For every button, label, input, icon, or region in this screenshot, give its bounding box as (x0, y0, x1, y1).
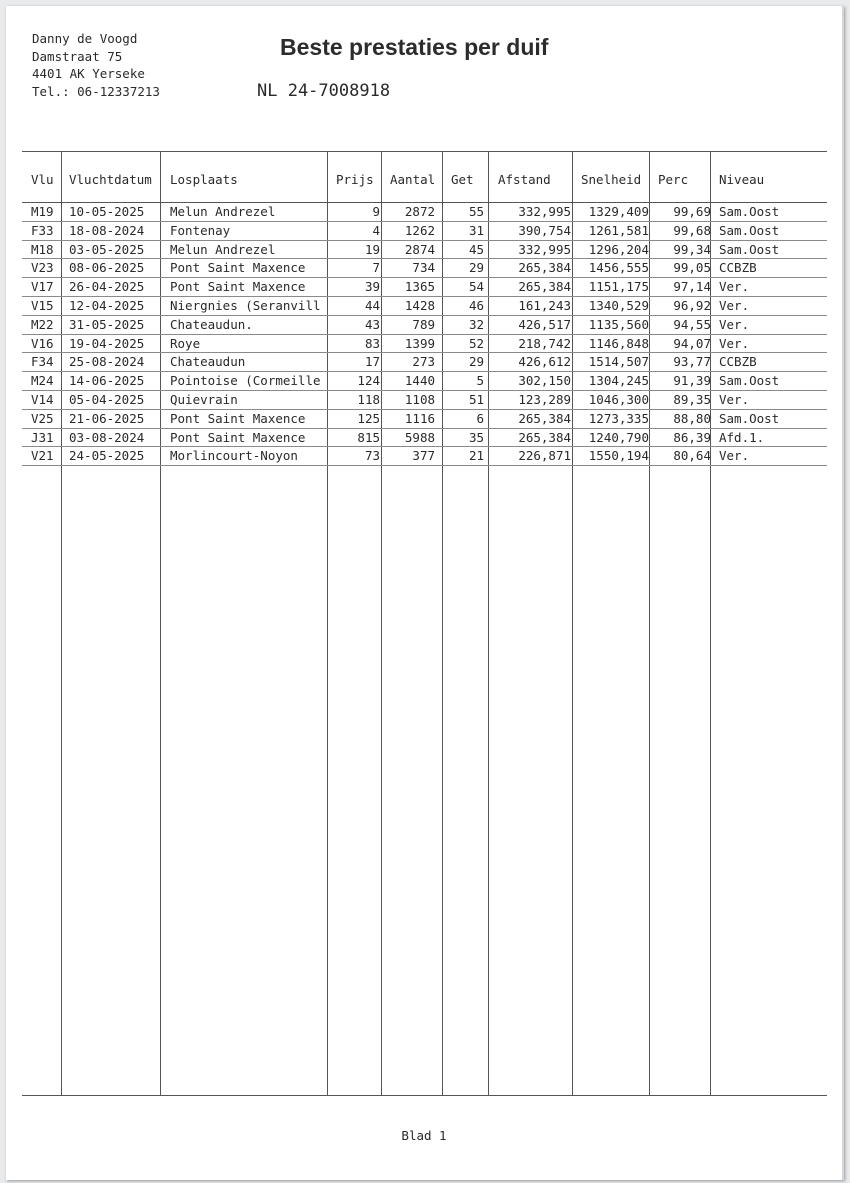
table-row (22, 222, 827, 241)
results-table-body (22, 203, 827, 466)
cell-perc: 89,35 (673, 391, 711, 407)
cell-get: 6 (476, 410, 484, 426)
cell-losplaats: Fontenay (170, 222, 231, 238)
cell-niveau: Afd.1. (719, 429, 765, 445)
cell-vluchtdatum: 05-04-2025 (69, 391, 145, 407)
cell-vlu: M24 (31, 373, 54, 389)
cell-losplaats: Pointoise (Cormeille (170, 373, 321, 389)
cell-losplaats: Pont Saint Maxence (170, 410, 306, 426)
cell-niveau: Sam.Oost (719, 222, 780, 238)
cell-vluchtdatum: 03-08-2024 (69, 429, 145, 445)
cell-vluchtdatum: 31-05-2025 (69, 316, 145, 332)
cell-prijs: 7 (372, 260, 380, 276)
cell-get: 51 (468, 391, 484, 407)
cell-snelheid: 1261,581 (588, 222, 649, 238)
cell-losplaats: Roye (170, 335, 201, 351)
document-page (6, 6, 844, 1180)
cell-prijs: 83 (364, 335, 380, 351)
cell-perc: 97,14 (673, 279, 711, 295)
cell-snelheid: 1046,300 (588, 391, 649, 407)
cell-vlu: F33 (31, 222, 54, 238)
cell-aantal: 1440 (404, 373, 435, 389)
cell-vlu: V23 (31, 260, 54, 276)
cell-get: 21 (468, 448, 484, 464)
table-row (22, 241, 827, 260)
cell-perc: 94,07 (673, 335, 711, 351)
cell-perc: 99,68 (673, 222, 711, 238)
cell-get: 31 (468, 222, 484, 238)
cell-get: 46 (468, 297, 484, 313)
cell-afstand: 390,754 (518, 222, 571, 238)
cell-vlu: M19 (31, 204, 54, 219)
cell-losplaats: Chateaudun (170, 354, 246, 370)
cell-snelheid: 1550,194 (588, 448, 649, 464)
cell-get: 45 (468, 241, 484, 257)
cell-vluchtdatum: 03-05-2025 (69, 241, 145, 257)
cell-get: 29 (468, 260, 484, 276)
sender-address (32, 30, 160, 100)
cell-niveau: Sam.Oost (719, 373, 780, 389)
header-vlu: Vlu (31, 172, 54, 187)
cell-prijs: 4 (372, 222, 380, 238)
cell-niveau: Ver. (719, 391, 750, 407)
cell-prijs: 815 (357, 429, 380, 445)
cell-losplaats: Quievrain (170, 391, 238, 407)
cell-vluchtdatum: 08-06-2025 (69, 260, 145, 276)
cell-vluchtdatum: 25-08-2024 (69, 354, 145, 370)
cell-snelheid: 1146,848 (588, 335, 649, 351)
sender-city: 4401 AK Yerseke (32, 66, 145, 81)
cell-aantal: 2872 (404, 204, 435, 219)
cell-niveau: Ver. (719, 316, 750, 332)
cell-niveau: CCBZB (719, 354, 757, 370)
cell-perc: 94,55 (673, 316, 711, 332)
table-row (22, 203, 827, 222)
cell-losplaats: Pont Saint Maxence (170, 260, 306, 276)
cell-niveau: Ver. (719, 297, 750, 313)
cell-niveau: Ver. (719, 448, 750, 464)
cell-niveau: Sam.Oost (719, 204, 780, 219)
cell-niveau: Ver. (719, 335, 750, 351)
cell-losplaats: Melun Andrezel (170, 241, 276, 257)
cell-afstand: 161,243 (518, 297, 571, 313)
cell-vlu: J31 (31, 429, 54, 445)
cell-perc: 86,39 (673, 429, 711, 445)
cell-aantal: 1399 (404, 335, 435, 351)
cell-vlu: V16 (31, 335, 54, 351)
cell-perc: 99,69 (673, 204, 711, 219)
cell-niveau: Sam.Oost (719, 241, 780, 257)
table-bottom-rule (22, 1095, 827, 1096)
cell-prijs: 125 (357, 410, 380, 426)
cell-snelheid: 1296,204 (588, 241, 649, 257)
cell-niveau: Ver. (719, 279, 750, 295)
header-vluchtdatum: Vluchtdatum (69, 172, 152, 187)
cell-prijs: 44 (364, 297, 380, 313)
cell-vluchtdatum: 26-04-2025 (69, 279, 145, 295)
header-perc: Perc (658, 172, 689, 187)
cell-aantal: 1108 (404, 391, 435, 407)
header-aantal: Aantal (390, 172, 436, 187)
cell-perc: 80,64 (673, 448, 711, 464)
cell-niveau: CCBZB (719, 260, 757, 276)
cell-snelheid: 1151,175 (588, 279, 649, 295)
cell-aantal: 734 (412, 260, 435, 276)
cell-losplaats: Chateaudun. (170, 316, 253, 332)
page-title: Beste prestaties per duif (280, 34, 549, 60)
header-prijs: Prijs (336, 172, 374, 187)
table-row (22, 429, 827, 448)
cell-vlu: V25 (31, 410, 54, 426)
cell-perc: 96,92 (673, 297, 711, 313)
header-afstand: Afstand (498, 172, 551, 187)
cell-vluchtdatum: 24-05-2025 (69, 448, 145, 464)
cell-get: 52 (468, 335, 484, 351)
cell-get: 54 (468, 279, 484, 295)
cell-afstand: 426,517 (518, 316, 571, 332)
cell-perc: 93,77 (673, 354, 711, 370)
cell-afstand: 265,384 (518, 429, 571, 445)
cell-vlu: V15 (31, 297, 54, 313)
table-row (22, 447, 827, 466)
cell-prijs: 19 (364, 241, 380, 257)
cell-vlu: V21 (31, 448, 54, 464)
cell-prijs: 124 (357, 373, 380, 389)
cell-losplaats: Niergnies (Seranvill (170, 297, 321, 313)
table-row (22, 410, 827, 429)
cell-prijs: 17 (364, 354, 380, 370)
cell-aantal: 1262 (404, 222, 435, 238)
cell-afstand: 302,150 (518, 373, 571, 389)
table-row (22, 316, 827, 335)
cell-afstand: 332,995 (518, 204, 571, 219)
cell-afstand: 265,384 (518, 279, 571, 295)
cell-snelheid: 1135,560 (588, 316, 649, 332)
cell-vlu: V14 (31, 391, 54, 407)
cell-aantal: 5988 (404, 429, 435, 445)
header-niveau: Niveau (719, 172, 765, 187)
cell-afstand: 426,612 (518, 354, 571, 370)
cell-get: 5 (476, 373, 484, 389)
cell-vluchtdatum: 12-04-2025 (69, 297, 145, 313)
cell-snelheid: 1329,409 (588, 204, 649, 219)
cell-aantal: 377 (412, 448, 435, 464)
sender-street: Damstraat 75 (32, 48, 123, 64)
cell-aantal: 2874 (404, 241, 435, 257)
cell-prijs: 39 (364, 279, 380, 295)
table-row (22, 335, 827, 354)
cell-niveau: Sam.Oost (719, 410, 780, 426)
cell-vlu: F34 (31, 354, 54, 370)
cell-perc: 99,34 (673, 241, 711, 257)
cell-afstand: 123,289 (518, 391, 571, 407)
cell-vluchtdatum: 14-06-2025 (69, 373, 145, 389)
cell-snelheid: 1514,507 (588, 354, 649, 370)
cell-losplaats: Pont Saint Maxence (170, 429, 306, 445)
header-get: Get (451, 172, 474, 187)
cell-afstand: 265,384 (518, 410, 571, 426)
cell-afstand: 226,871 (518, 448, 571, 464)
cell-prijs: 9 (372, 204, 380, 219)
sender-name: Danny de Voogd (32, 31, 138, 46)
cell-snelheid: 1273,335 (588, 410, 649, 426)
cell-snelheid: 1240,790 (588, 429, 649, 445)
cell-vluchtdatum: 19-04-2025 (69, 335, 145, 351)
cell-afstand: 218,742 (518, 335, 571, 351)
table-row (22, 297, 827, 316)
cell-snelheid: 1340,529 (588, 297, 649, 313)
table-top-rule (22, 151, 827, 152)
cell-aantal: 273 (412, 354, 435, 370)
cell-afstand: 265,384 (518, 260, 571, 276)
cell-afstand: 332,995 (518, 241, 571, 257)
sender-phone: Tel.: 06-12337213 (32, 83, 160, 99)
cell-aantal: 1365 (404, 279, 435, 295)
cell-vlu: V17 (31, 279, 54, 295)
table-row (22, 372, 827, 391)
table-row (22, 259, 827, 278)
cell-losplaats: Melun Andrezel (170, 204, 276, 219)
cell-vlu: M22 (31, 316, 54, 332)
header-losplaats: Losplaats (170, 172, 238, 187)
cell-aantal: 1428 (404, 297, 435, 313)
cell-losplaats: Pont Saint Maxence (170, 279, 306, 295)
page-number: Blad 1 (401, 1128, 447, 1143)
cell-prijs: 73 (364, 448, 380, 464)
cell-losplaats: Morlincourt-Noyon (170, 448, 298, 464)
cell-perc: 99,05 (673, 260, 711, 276)
cell-aantal: 789 (412, 316, 435, 332)
cell-get: 32 (468, 316, 484, 332)
cell-vluchtdatum: 21-06-2025 (69, 410, 145, 426)
cell-vluchtdatum: 10-05-2025 (69, 204, 145, 219)
cell-vluchtdatum: 18-08-2024 (69, 222, 145, 238)
cell-get: 29 (468, 354, 484, 370)
table-row (22, 353, 827, 372)
cell-get: 55 (468, 204, 484, 219)
cell-prijs: 43 (364, 316, 380, 332)
header-snelheid: Snelheid (581, 172, 642, 187)
cell-snelheid: 1304,245 (588, 373, 649, 389)
table-row (22, 278, 827, 297)
cell-get: 35 (468, 429, 484, 445)
cell-perc: 91,39 (673, 373, 711, 389)
cell-perc: 88,80 (673, 410, 711, 426)
cell-snelheid: 1456,555 (588, 260, 649, 276)
ring-number: NL 24-7008918 (257, 81, 391, 101)
cell-vlu: M18 (31, 241, 54, 257)
cell-prijs: 118 (357, 391, 380, 407)
cell-aantal: 1116 (404, 410, 435, 426)
table-row (22, 391, 827, 410)
